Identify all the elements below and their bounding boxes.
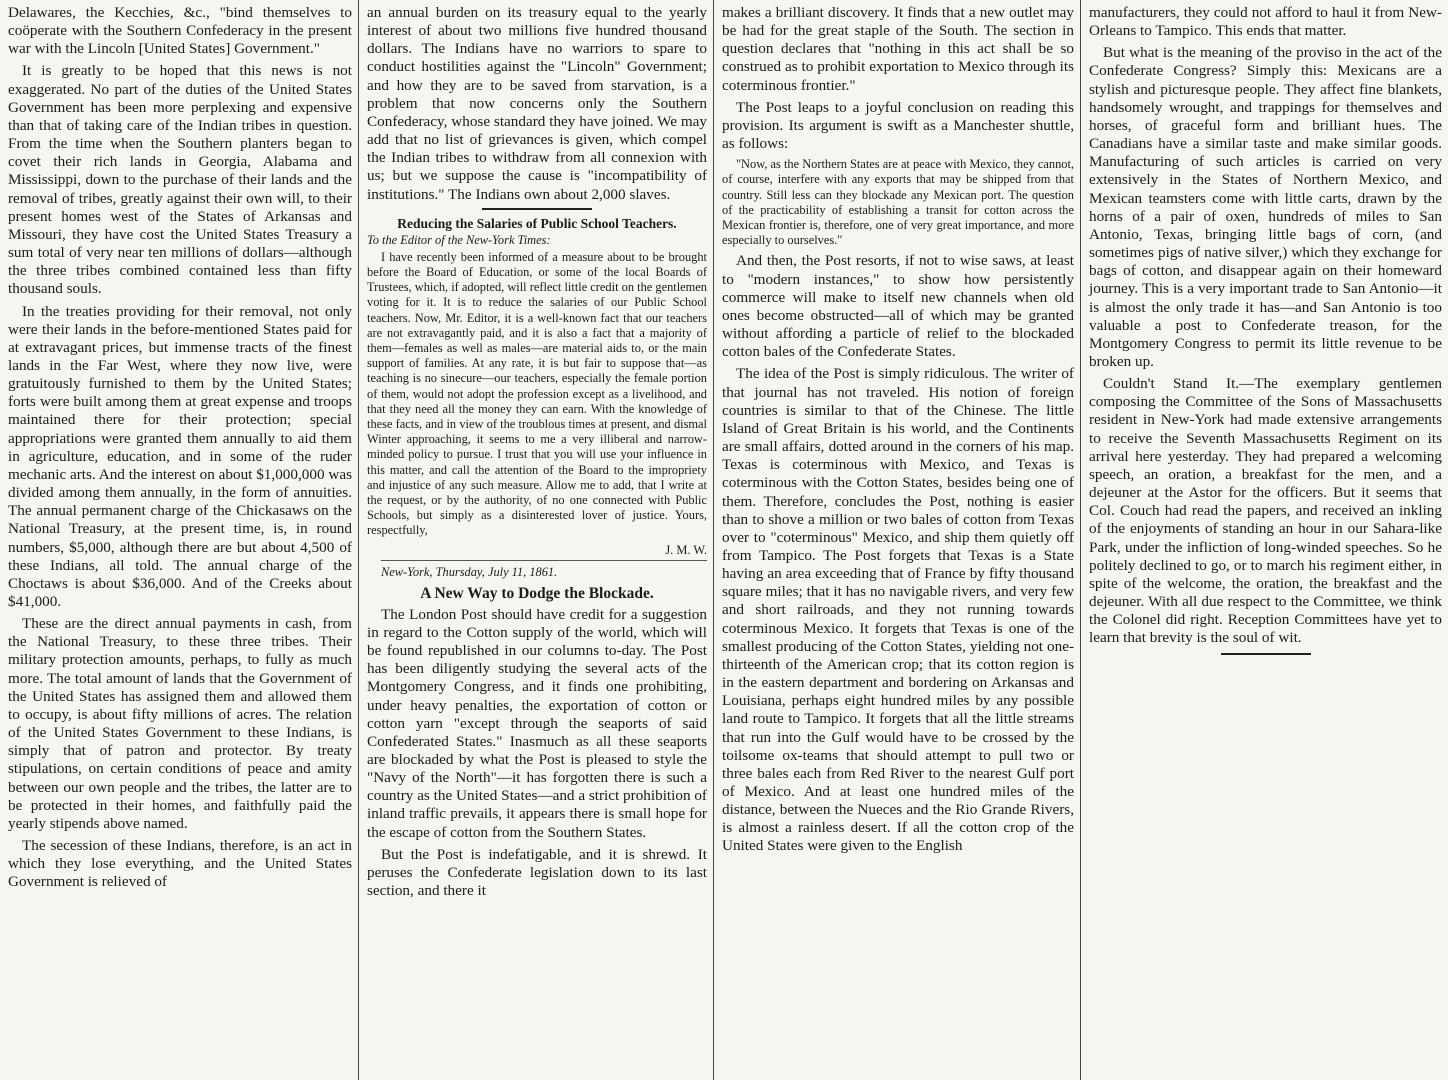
col3-paragraph-1: makes a brilliant discovery. It finds that a new outlet may be had for the great staple of the South. The section in question declares that "nothing in this act shall be so construed as to prohibit exportation to Mexico through its coterminous frontier.": [722, 4, 1074, 94]
col3-paragraph-2: The Post leaps to a joyful conclusion on reading this provision. Its argument is swift as a Manchester shuttle, as follows:: [722, 98, 1074, 153]
col1-paragraph-2: It is greatly to be hoped that this news is not exaggerated. No part of the duties of the United States Government has been more perplexing and expensive than that of taking care of the Indian tribes in question. From the time when the Southern planters began to covet their rich lands in Georgia, Alabama and Mississippi, down to the purchase of their lands and the removal of tribes, greatly against their own will, to their present homes west of the States of Arkansas and Missouri, they have cost the United States Treasury a sum total of very near ten millions of dollars—although the three tribes combined contained less than fifty thousand souls.: [8, 62, 352, 298]
col3-paragraph-4: The idea of the Post is simply ridiculous. The writer of that journal has not traveled. His notion of foreign countries is similar to that of the Chinese. The little Island of Great Britain is his world, and the Continents are small affairs, dotted around in the corners of his map. Texas is coterminous with Mexico, and Texas is coterminous with the Cotton States, besides being one of them. Therefore, concludes the Post, nothing is easier than to shove a million or two bales of cotton from Texas over to "coterminous" Mexico, and ship them quietly off from Tampico. The Post forgets that Texas is a State having an area exceeding that of France by fifty thousand square miles; that it has no navigable rivers, and very few and short railroads, and they not running towards coterminous Mexico. It forgets that Texas is one of the smallest producing of the Cotton States, yielding not one-thirteenth of the American crop; that its cotton region is in the eastern department and bordering on Arkansas and Louisiana, perhaps eight hundred miles by any possible land route to Tampico. It forgets that all the little streams that run into the Gulf would have to be crossed by the toilsome ox-teams that should attempt to pull two or three bales each from Red River to the nearest Gulf port of Mexico. And at least one hundred miles of the distance, between the Nueces and the Rio Grande Rivers, is almost a rainless desert. If all the cotton crop of the United States were given to the English: [722, 365, 1074, 855]
column-1: [0, 0, 359, 1080]
col4-paragraph-3: Couldn't Stand It.—The exemplary gentlemen composing the Committee of the Sons of Massachusetts resident in New-York had made extensive arrangements to receive the Seventh Massachusetts Regiment on its arrival here yesterday. They had prepared a welcoming speech, an oration, a breakfast for the men, and a dejeuner at the Astor for the officers. But it seems that Col. Couch had read the papers, and received an inkling of the enjoyments of standing an hour in our Sahara-like Park, under the infliction of long-winded speeches. So he politely declined to go, or to march his regiment either, in spite of the welcome, the oration, the breakfast and the dejeuner. With all due respect to the Committee, we think the Colonel did right. Reception Committees have yet to learn that brevity is the soul of wit.: [1089, 375, 1442, 647]
article-heading: A New Way to Dodge the Blockade.: [420, 584, 654, 602]
col4-paragraph-1: manufacturers, they could not afford to haul it from New-Orleans to Tampico. This ends that matter.: [1089, 4, 1442, 40]
letter-heading: Reducing the Salaries of Public School Teachers.: [397, 215, 677, 231]
column-4: [1081, 0, 1448, 1080]
col1-paragraph-1: Delawares, the Kecchies, &c., "bind themselves to coöperate with the Southern Confederacy in the present war with the Lincoln [United States] Government.": [8, 4, 352, 58]
section-divider: [482, 208, 592, 210]
letter-body: I have recently been informed of a measure about to be brought before the Board of Education, or some of the local Boards of Trustees, which, if adopted, will reflect little credit on the gentlemen voting for it. It is to reduce the salaries of our Public School teachers. Now, Mr. Editor, it is a well-known fact that our teachers are not extravagantly paid, and it is also a fact that a majority of them—females as well as males—are material aids to, or the main support of families. At any rate, it is but fair to suppose that—as teaching is no sinecure—our teachers, especially the female portion of them, would not adopt the profession except as a livelihood, and that they need all the money they can earn. With the knowledge of these facts, and in view of the troublous times at present, and dismal Winter approaching, it seems to me a very illiberal and narrow-minded policy to pursue. I trust that you will use your influence in this matter, and call the attention of the Board to the impropriety and injustice of any such measure. Allow me to add, that I write at the request, or by the authority, of no one connected with Public Schools, but simply as a disinterested lover of justice. Yours, respectfully,: [367, 249, 707, 538]
col3-quotation: "Now, as the Northern States are at peace with Mexico, they cannot, of course, interfere with any exports that may be shipped from that country. Still less can they blockade any Mexican port. The question of the practicability of establishing a transit for cotton across the Mexican frontier is, therefore, one of very great importance, and more especially to ourselves.": [722, 157, 1074, 248]
col1-paragraph-5: The secession of these Indians, therefore, is an act in which they lose everything, and the United States Government is relieved of: [8, 837, 352, 891]
letter-salutation: To the Editor of the New-York Times:: [367, 232, 551, 247]
column-3: [714, 0, 1081, 1080]
col1-paragraph-4: These are the direct annual payments in cash, from the National Treasury, to these three tribes. Their military protection amounts, perhaps, to fully as much more. The total amount of lands that the Government of the United States has assigned them and allowed them to occupy, is about fifty millions of acres. The relation of the United States Government to these Indians, is simply that of patron and protector. By treaty stipulations, on certain conditions of peace and amity between our own people and the tribes, the latter are to be protected in their homes, and faithfully paid the yearly stipends above named.: [8, 615, 352, 832]
letter-signature: J. M. W.: [665, 542, 707, 557]
column-2: [359, 0, 714, 1080]
col2-paragraph-2: The London Post should have credit for a suggestion in regard to the Cotton supply of the world, which will be found republished in our columns to-day. The Post has been diligently studying the several acts of the Montgomery Congress, and it finds one prohibiting, under heavy penalties, the exportation of cotton or cotton yarn "except through the seaports of said Confederated States." Inasmuch as all these seaports are blockaded by what the Post is pleased to style the "Navy of the North"—it has forgotten there is such a country as the United States—and a strict prohibition of inland traffic prevails, it appears there is small hope for the escape of cotton from the Southern States.: [367, 605, 707, 841]
end-rule: [1221, 653, 1311, 655]
col1-paragraph-3: In the treaties providing for their removal, not only were their lands in the before-mentioned States paid for at extravagant prices, but immense tracts of the finest lands in the Far West, where they now live, were gratuitously furnished to them by the United States; forts were built among them at great expense and troops maintained there for their protection; special appropriations were granted them annually to aid them in agriculture, education, and in some of the ruder mechanic arts. And the interest on about $1,000,000 was divided among them annually, in the form of annuities. The annual permanent charge of the Chickasaws on the National Treasury, at the present time, is, in round numbers, $5,000, although there are but about 4,500 of these Indians, all told. The annual charge of the Choctaws is about $36,000. And of the Creeks about $41,000.: [8, 302, 352, 610]
dateline: New-York, Thursday, July 11, 1861.: [381, 560, 707, 581]
col4-paragraph-2: But what is the meaning of the proviso in the act of the Confederate Congress? Simply this: Mexicans are a stylish and picturesque people. They affect fine blankets, handsomely wrought, and trappings for themselves and horses, of graceful form and brilliant hues. The Canadians have a similar taste and make similar goods. Manufacturing of such articles is carried on very extensively in the States of Northern Mexico, and Mexican teamsters come with little carts, drawn by the horns of a pair of oxen, hundreds of miles to San Antonio, Texas, bringing little bags of corn, (and sometimes pigs of native silver,) which they exchange for bags of cotton, and disappear again on their homeward journey. This is a very important trade to San Antonio—it is almost the only trade it has—and San Antonio is too valuable a post to Confederate treason, for the Montgomery Congress to permit its little revenue to be broken up.: [1089, 44, 1442, 370]
col3-paragraph-3: And then, the Post resorts, if not to wise saws, at least to "modern instances," to show how persistently commerce will make to itself new channels when old ones become obstructed—all of which may be granted without affording a particle of relief to the blockaded cotton bales of the Confederate States.: [722, 252, 1074, 361]
col2-paragraph-3: But the Post is indefatigable, and it is shrewd. It peruses the Confederate legislation down to its last section, and there it: [367, 845, 707, 900]
col2-paragraph-1: an annual burden on its treasury equal to the yearly interest of about two millions five hundred thousand dollars. The Indians have no warriors to spare to conduct hostilities against the "Lincoln" Government; and how they are to be saved from starvation, is a problem that now concerns only the Southern Confederacy, whose standard they have joined. We may add that no list of grievances is given, which compel the Indian tribes to withdraw from all connexion with us; but we suppose the cause is "incompatibility of institutions." The Indians own about 2,000 slaves.: [367, 4, 707, 203]
